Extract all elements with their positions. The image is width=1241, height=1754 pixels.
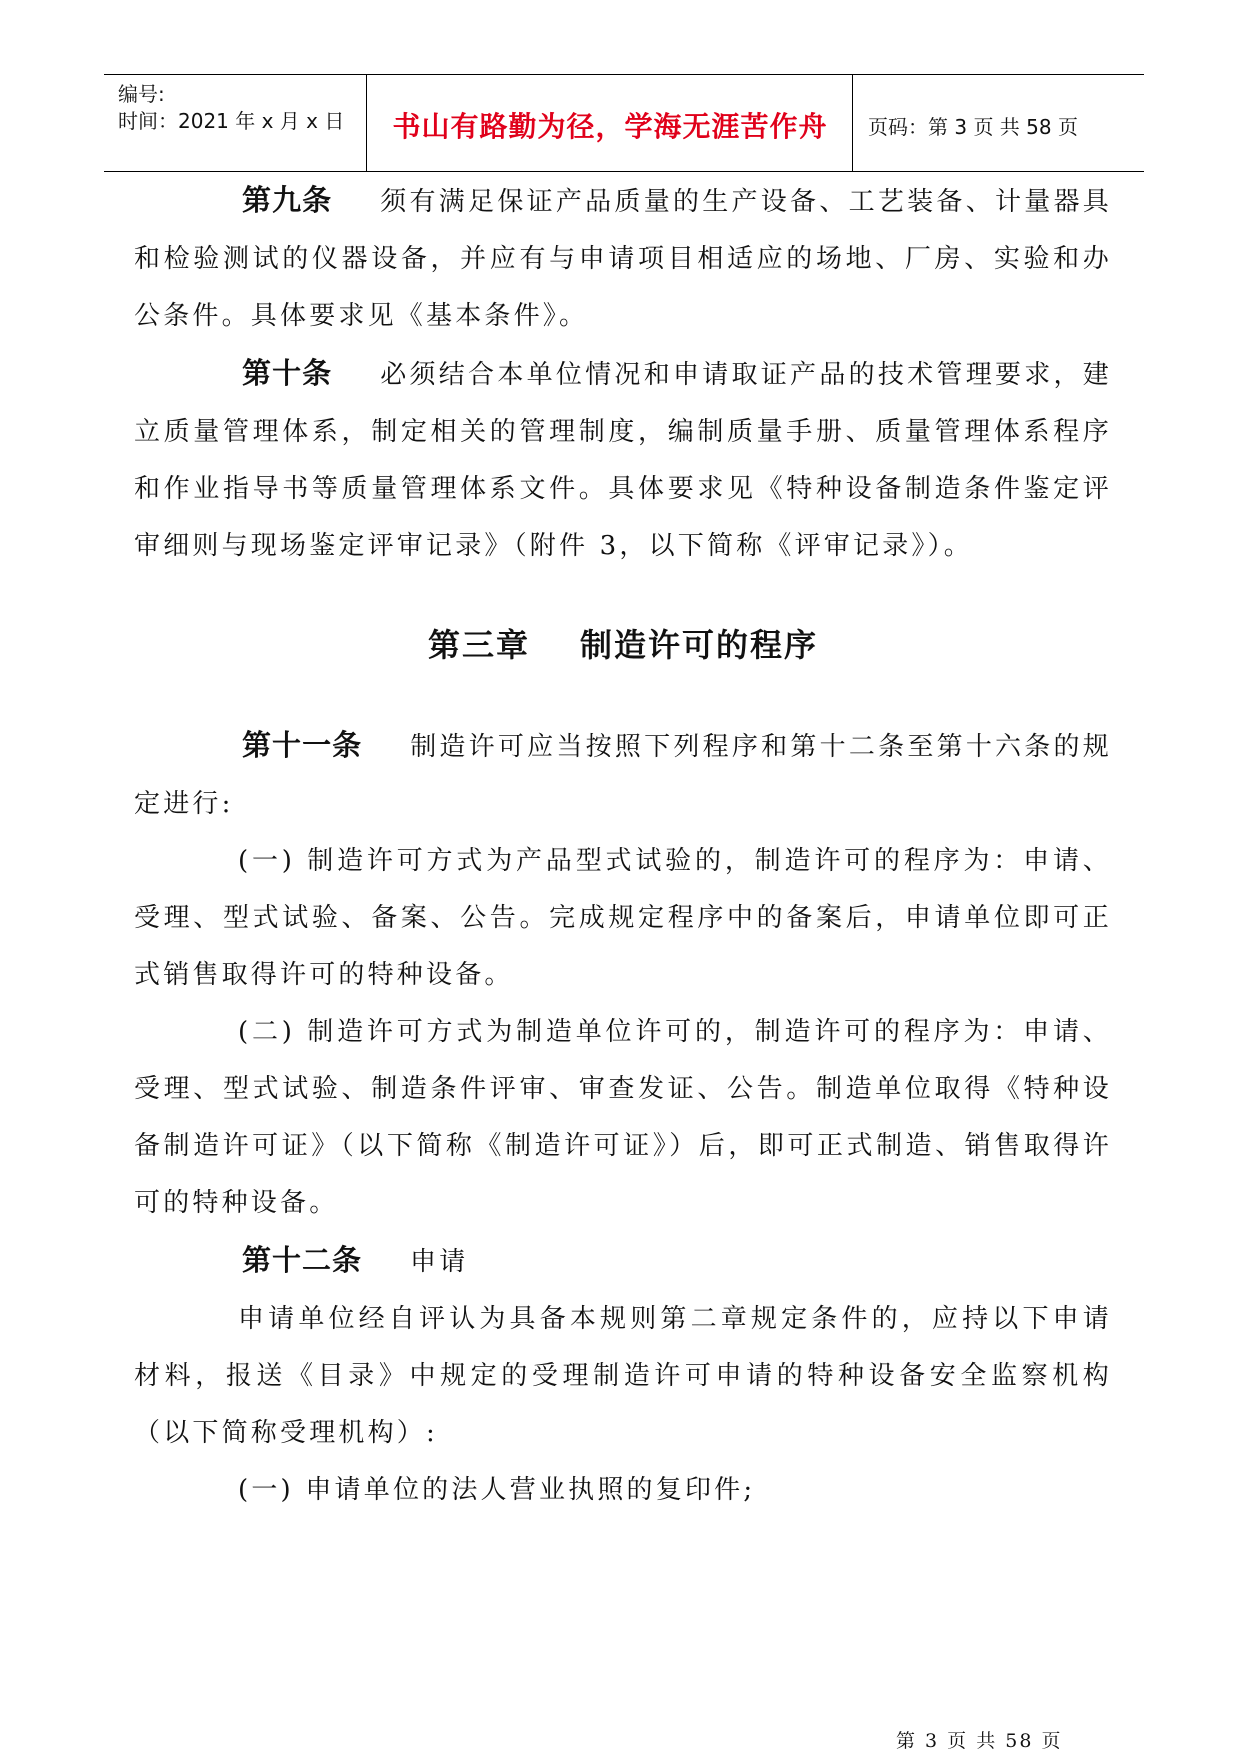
motto-text: 书山有路勤为径，学海无涯苦作舟 xyxy=(392,110,828,143)
article-11-text: 制造许可应当按照下列程序和第十二条至第十六条的规定进行: xyxy=(134,732,1112,819)
article-10-text: 必须结合本单位情况和申请取证产品的技术管理要求，建立质量管理体系，制定相关的管理制度，编制质量手册、质量管理体系程序和作业指导书等质量管理体系文件。具体要求见《特种设备制造条件鉴定评审细则与现场鉴定评审记录》（附件 3，以下简称《评审记录》）。 xyxy=(134,360,1112,561)
number-label: 编号: xyxy=(118,82,165,106)
header-meta-cell xyxy=(104,75,367,171)
article-12 xyxy=(134,1232,1112,1291)
article-9-text: 须有满足保证产品质量的生产设备、工艺装备、计量器具和检验测试的仪器设备，并应有与申请项目相适应的场地、厂房、实验和办公条件。具体要求见《基本条件》。 xyxy=(134,187,1112,331)
article-11-title: 第十一条 xyxy=(242,728,363,762)
time-label: 时间：2021 年 x 月 x 日 xyxy=(118,109,345,133)
chapter-number: 第三章 xyxy=(427,626,530,664)
article-11-item-1: (一) 制造许可方式为产品型式试验的，制造许可的程序为：申请、受理、型式试验、备案、公告。完成规定程序中的备案后，申请单位即可正式销售取得许可的特种设备。 xyxy=(134,846,1112,990)
article-12-paragraph: 申请单位经自评认为具备本规则第二章规定条件的，应持以下申请材料，报送《目录》中规定的受理制造许可申请的特种设备安全监察机构（以下简称受理机构）: xyxy=(134,1304,1112,1448)
article-9-title: 第九条 xyxy=(242,183,333,217)
article-11 xyxy=(134,717,1112,833)
page-header xyxy=(104,74,1144,172)
header-motto-cell xyxy=(368,75,853,171)
document-body xyxy=(134,172,1112,1519)
article-12-item-1: (一) 申请单位的法人营业执照的复印件; xyxy=(238,1475,756,1505)
article-10-title: 第十条 xyxy=(242,356,333,390)
chapter-heading xyxy=(134,615,1112,675)
chapter-title: 制造许可的程序 xyxy=(580,626,819,664)
article-9 xyxy=(134,172,1112,345)
header-page-cell xyxy=(854,75,1144,171)
article-12-text: 申请 xyxy=(410,1247,469,1277)
article-11-item-2: (二) 制造许可方式为制造单位许可的，制造许可的程序为：申请、受理、型式试验、制造条件评审、审查发证、公告。制造单位取得《特种设备制造许可证》（以下简称《制造许可证》）后，即可正式制造、销售取得许可的特种设备。 xyxy=(134,1017,1112,1218)
article-12-title: 第十二条 xyxy=(242,1243,363,1277)
article-10 xyxy=(134,345,1112,575)
page-info: 页码：第 3 页 共 58 页 xyxy=(868,115,1078,139)
footer-page-number: 第 3 页 共 58 页 xyxy=(896,1730,1063,1752)
